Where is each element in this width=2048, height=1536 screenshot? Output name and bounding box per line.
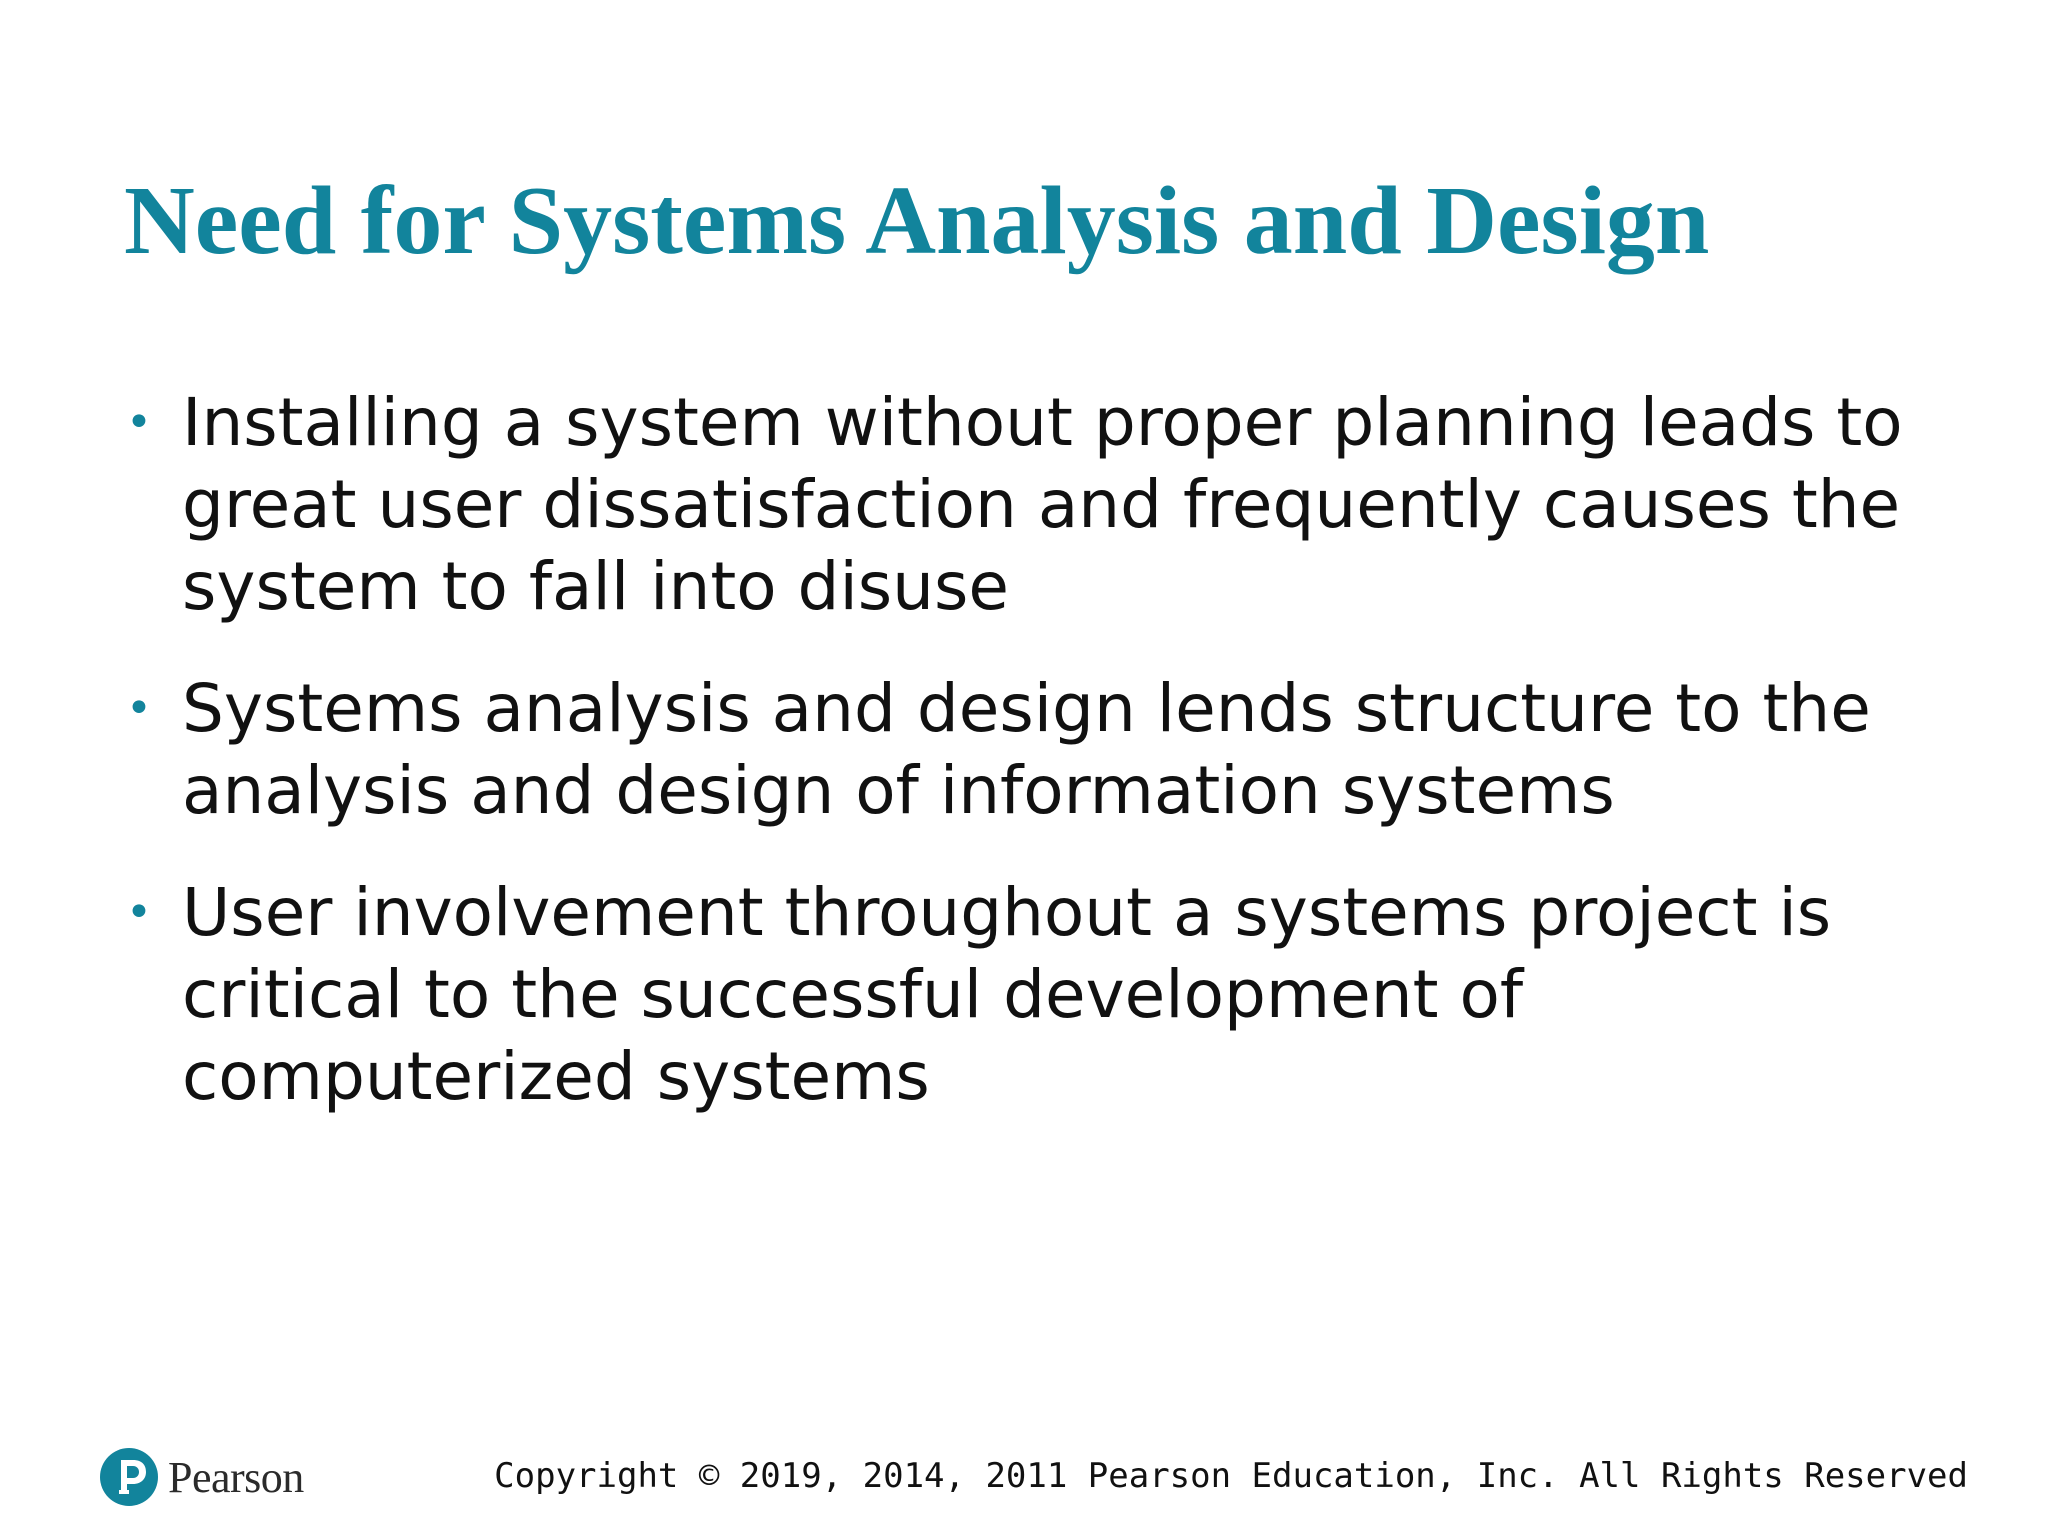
bullet-item — [124, 872, 1924, 1118]
pearson-logo-icon — [100, 1448, 158, 1506]
logo-text: Pearson — [168, 1452, 304, 1502]
bullet-item — [124, 668, 1924, 832]
bullet-text: Installing a system without proper planning leads to great user dissatisfaction and frequently causes the system to fall into disuse — [182, 384, 1903, 625]
pearson-logo — [100, 1448, 304, 1506]
slide-title: Need for Systems Analysis and Design — [124, 167, 1710, 275]
bullet-dot-icon: • — [126, 887, 152, 938]
bullet-text: User involvement throughout a systems project is critical to the successful development of computerized systems — [182, 874, 1832, 1115]
copyright-text: Copyright © 2019, 2014, 2011 Pearson Education, Inc. All Rights Reserved — [494, 1456, 1968, 1496]
bullet-text: Systems analysis and design lends structure to the analysis and design of information systems — [182, 670, 1871, 829]
bullet-list — [124, 382, 1924, 1158]
bullet-dot-icon: • — [126, 397, 152, 448]
bullet-dot-icon: • — [126, 683, 152, 734]
bullet-item — [124, 382, 1924, 628]
